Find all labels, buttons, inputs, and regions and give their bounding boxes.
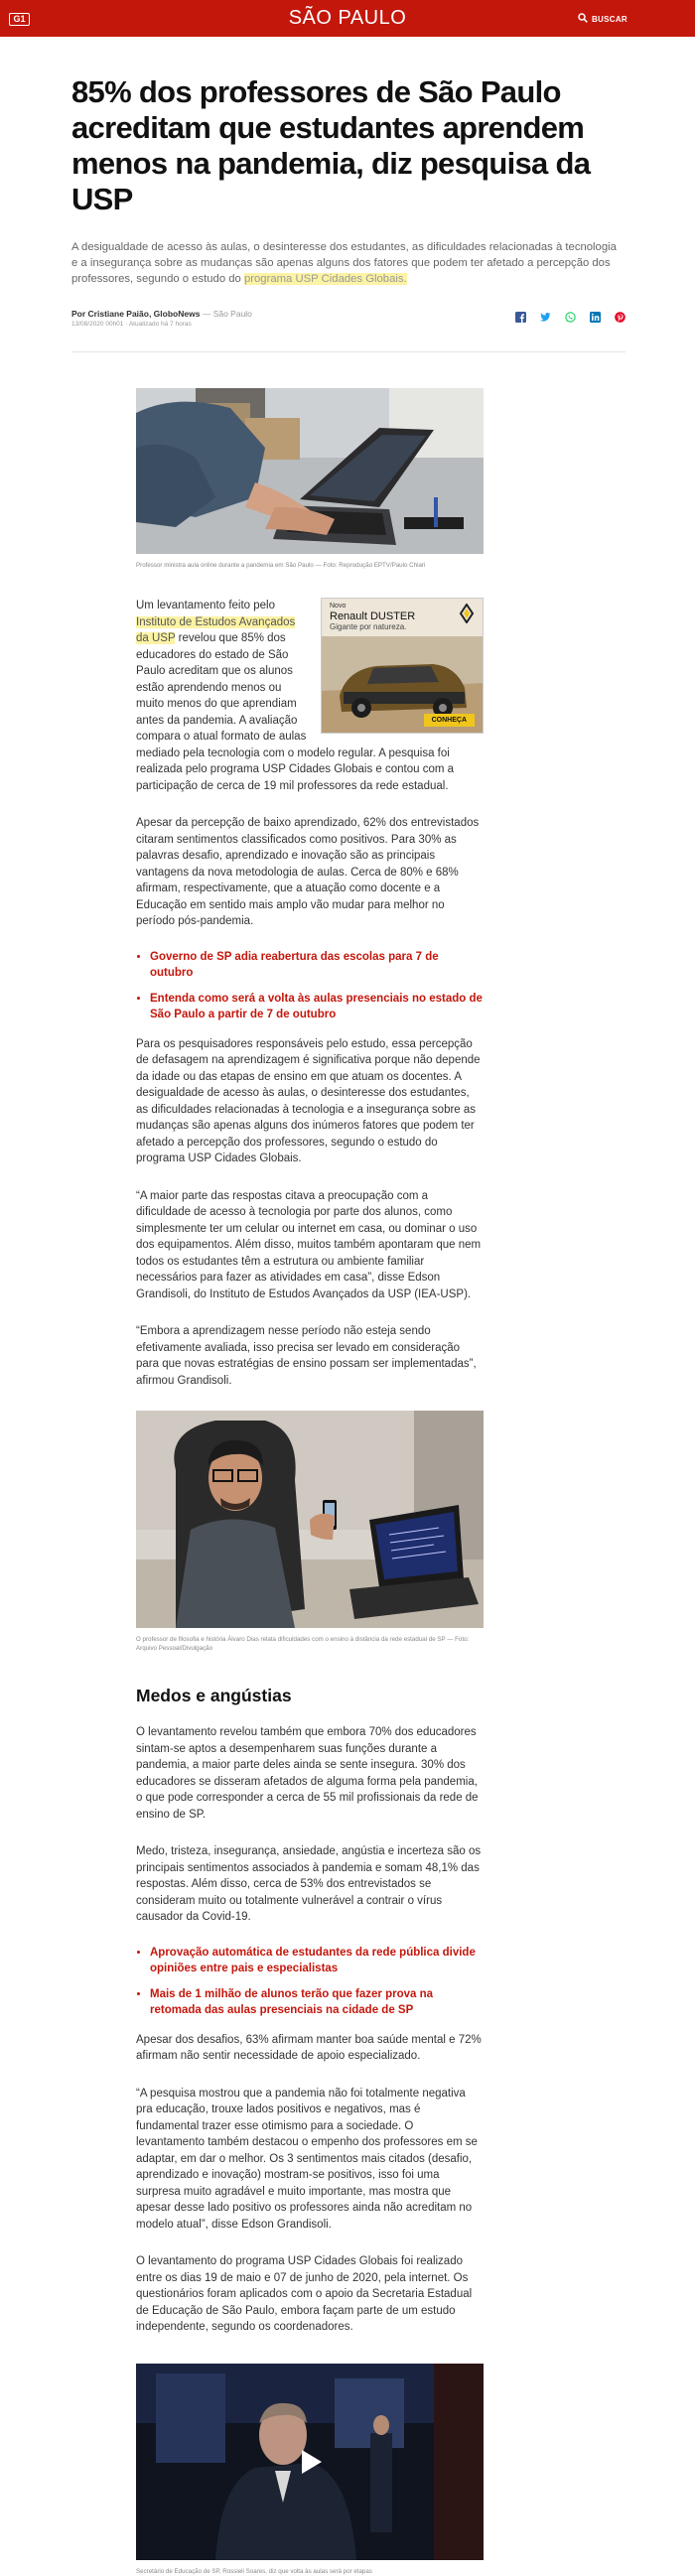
ad-tagline: Gigante por natureza.	[330, 622, 407, 631]
linkedin-icon[interactable]	[590, 312, 601, 323]
paragraph: Para os pesquisadores responsáveis pelo estudo, essa percepção de defasagem na aprendizagem é significativa porque não depende da idade ou das etapas de ensino em que atuam os docentes. A desigualdade de acesso às aulas, o desinteresse dos estudantes, as dificuldades relacionadas à tecnologia e a insegurança sobre as mudanças são apenas alguns dos inúmeros fatores que podem ter afetado a percepção dos professores, segundo o estudo do programa USP Cidades Globais.	[136, 1037, 481, 1164]
photo-teacher-phone	[136, 1411, 484, 1628]
byline-prefix: Por	[71, 309, 86, 319]
location-separator: —	[202, 309, 211, 319]
location: São Paulo	[212, 309, 252, 319]
article-meta	[71, 308, 626, 330]
advertisement-banner[interactable]	[321, 598, 484, 734]
ad-model: Renault DUSTER	[330, 610, 416, 622]
section-subtitle: Medos e angústias	[136, 1686, 292, 1705]
pinterest-icon[interactable]	[615, 312, 626, 323]
paragraph: “A maior parte das respostas citava a preocupação com a dificuldade de acesso à tecnologia por parte dos alunos, como simplesmente ter um celular ou internet em casa, ou dominar o uso dos equipamentos. Além disso, muitos também apontaram que nem todos os estudantes têm a estrutura ou ambiente familiar necessários para fazer as atividades em casa”, disse Edson Grandisoli, do Instituto de Estudos Avançados da USP (IEA-USP).	[136, 1189, 482, 1300]
paragraph-text: revelou que 85% dos educadores do estado de São Paulo acreditam que os alunos estão aprendendo menos ou muito menos do que aprendiam antes da pandemia. A avaliação compara o atual formato de aulas mediado pela tecnologia com o modelo regular. A pesquisa foi realizada pelo programa USP Cidades Globais e contou com a participação de cerca de 19 mil professores da rede estadual.	[136, 632, 455, 792]
header-divider	[71, 351, 626, 352]
search-label: BUSCAR	[591, 14, 627, 24]
paragraph: Medo, tristeza, insegurança, ansiedade, angústia e incerteza são os principais sentimentos associados à pandemia e somam 48,1% das respostas. Além disso, cerca de 53% dos entrevistados se consideram muito ou totalmente vulnerável a contrair o vírus causador da Covid-19.	[136, 1845, 482, 1923]
related-link[interactable]: • Aprovação automática de estudantes da rede pública divide opiniões entre pais e especialistas	[150, 1945, 484, 1976]
video-player[interactable]	[136, 2364, 484, 2560]
related-links	[150, 1945, 484, 2018]
play-icon[interactable]	[293, 2445, 327, 2479]
twitter-icon[interactable]	[540, 312, 551, 323]
related-link[interactable]: • Entenda como será a volta às aulas presenciais no estado de São Paulo a partir de 7 de outubro	[150, 991, 484, 1022]
photo-caption: Professor ministra aula online durante a pandemia em São Paulo — Foto: Reprodução EPTV/Paulo Chiari	[136, 562, 426, 569]
facebook-icon[interactable]	[515, 312, 526, 323]
author: Cristiane Paião, GloboNews	[87, 309, 201, 319]
search-button[interactable]	[578, 13, 627, 26]
byline	[71, 308, 252, 330]
paragraph: “A pesquisa mostrou que a pandemia não foi totalmente negativa pra educação, trouxe lados positivos e negativos, mas é fundamental trazer esse otimismo para a sociedade. O levantamento também destacou o empenho dos professores em se adaptar, em dar o melhor. Os 3 sentimentos mais citados (desafio, aprendizado e inovação) mostram-se positivos, isso foi uma surpresa muito agradável e muito importante, mas mostra que apesar desse lado positivo os professores ainda não acreditam no modelo atual”, disse Edson Grandisoli.	[136, 2087, 478, 2231]
related-link[interactable]: • Mais de 1 milhão de alunos terão que fazer prova na retomada das aulas presenciais na cidade de SP	[150, 1986, 484, 2018]
g1-logo[interactable]: G1	[9, 13, 30, 26]
iea-usp-link[interactable]: Instituto de Estudos Avançados da USP	[136, 615, 296, 644]
publish-date: 13/08/2020 00h01 · Atualizado há 7 horas	[71, 321, 192, 328]
photo-teacher-laptop	[136, 388, 484, 554]
ad-cta-button[interactable]: CONHEÇA	[424, 714, 475, 727]
top-navbar	[0, 0, 695, 37]
subhead-highlight-link[interactable]: programa USP Cidades Globais.	[243, 273, 407, 285]
article-body	[136, 388, 484, 2576]
headline: 85% dos professores de São Paulo acreditam que estudantes aprendem menos na pandemia, diz pesquisa da USP	[71, 74, 591, 216]
paragraph-text: Um levantamento feito pelo	[136, 600, 275, 611]
article-header	[0, 37, 695, 352]
related-links	[150, 949, 484, 1022]
video-caption: Secretário de Educação de SP, Rossieli Soares, diz que volta às aulas será por etapas	[136, 2567, 372, 2575]
section-title[interactable]: SÃO PAULO	[288, 7, 407, 29]
paragraph: Apesar dos desafios, 63% afirmam manter boa saúde mental e 72% afirmam não sentir necessidade de apoio especializado.	[136, 2033, 482, 2062]
paragraph: Apesar da percepção de baixo aprendizado, 62% dos entrevistados citaram sentimentos classificados como positivos. Para 30% as palavras desafio, aprendizado e inovação são as principais vantagens da nova metodologia de aulas. Cerca de 80% e 68% afirmam, respectivamente, que a atuação como docente e a Educação em sentido mais amplo vão mudar para melhor no período pós-pandemia.	[136, 817, 480, 927]
paragraph: O levantamento revelou também que embora 70% dos educadores sintam-se aptos a desempenharem suas funções durante a pandemia, a maior parte deles ainda se sente insegura. 30% dos educadores se disseram afetados de alguma forma pela pandemia, o que pode corresponder a cerca de 55 mil profissionais da rede de ensino de SP.	[136, 1726, 479, 1821]
photo-caption: O professor de filosofia e história Álvaro Dias relata dificuldades com o ensino à distância da rede estadual de SP — Foto: Arquivo Pessoal/Divulgação	[136, 1636, 470, 1652]
lead-block	[136, 598, 484, 794]
search-icon	[578, 13, 588, 26]
ad-label: Novo	[330, 603, 347, 610]
subhead	[71, 239, 626, 287]
subhead-text: A desigualdade de acesso às aulas, o desinteresse dos estudantes, as dificuldades relacionadas à tecnologia e a insegurança sobre as mudanças são apenas alguns dos fatores que podem ter afetado a percepção dos professores, segundo o estudo do	[71, 241, 617, 285]
paragraph: “Embora a aprendizagem nesse período não esteja sendo efetivamente avaliada, isso precisa ser levado em consideração para que novas estratégias de ensino possam ser implementadas”, afirmou Grandisoli.	[136, 1325, 477, 1387]
related-link[interactable]: • Governo de SP adia reabertura das escolas para 7 de outubro	[150, 949, 484, 981]
paragraph: O levantamento do programa USP Cidades Globais foi realizado entre os dias 19 de maio e 07 de junho de 2020, pela internet. Os questionários foram aplicados com o apoio da Secretaria Estadual de Educação de São Paulo, embora façam parte de um estudo independente, segundo os coordenadores.	[136, 2255, 473, 2333]
whatsapp-icon[interactable]	[565, 312, 576, 323]
share-bar	[515, 312, 626, 323]
renault-logo-icon	[459, 604, 475, 623]
